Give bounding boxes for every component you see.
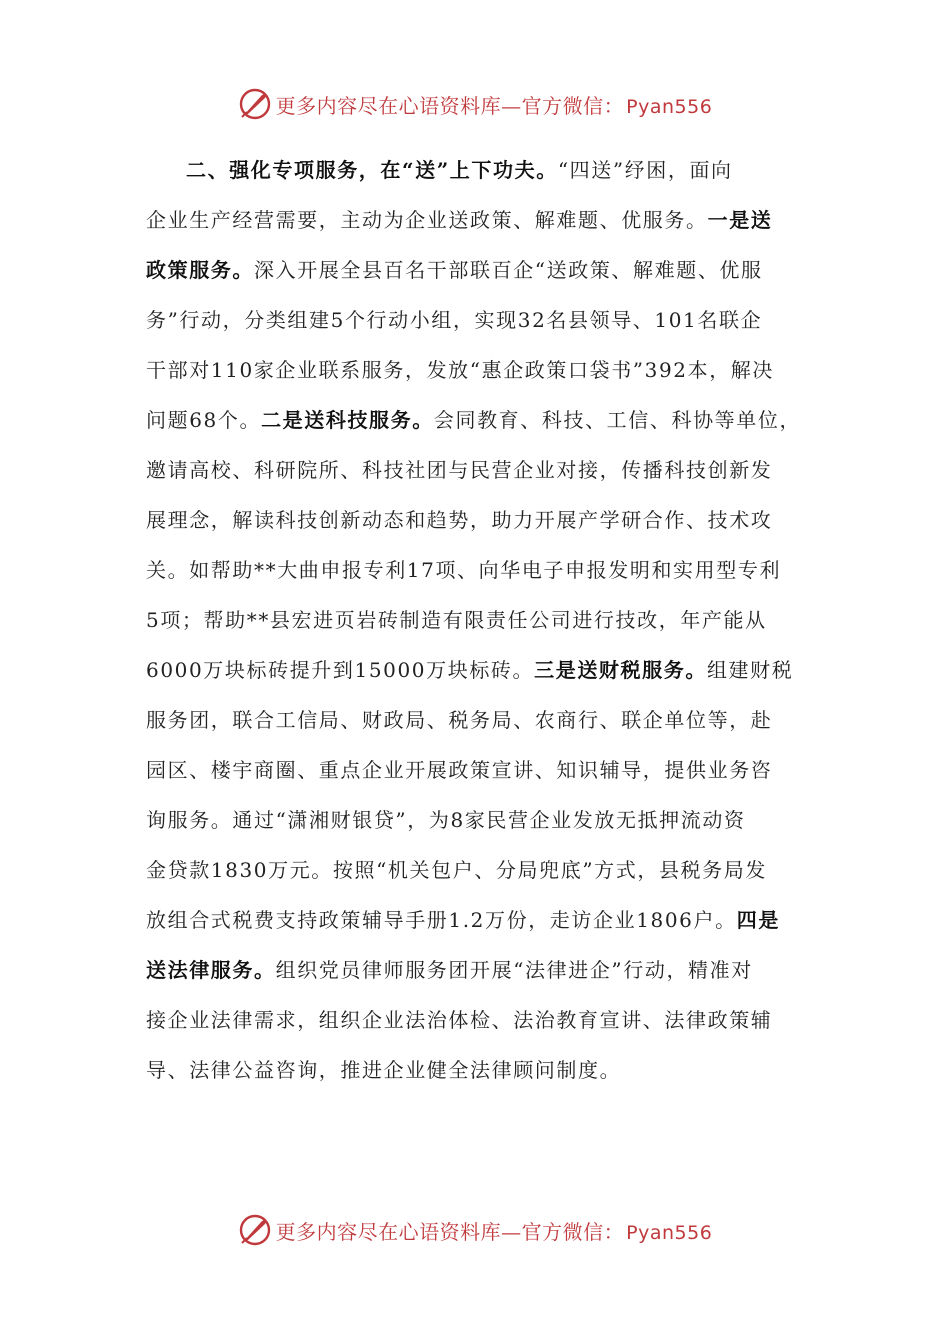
quill-logo-icon [238,1213,272,1247]
bold-heading-segment: 二、强化专项服务，在“送”上下功夫。 [186,158,558,182]
text-segment: 园区、楼宇商圈、重点企业开展政策宣讲、知识辅导，提供业务咨 [146,758,773,782]
bold-heading-segment: 送法律服务。 [146,958,276,982]
watermark-main: 更多内容尽在心语资料库 [275,1219,502,1244]
text-segment: 问题68个。 [146,408,262,432]
watermark-main: 更多内容尽在心语资料库 [275,93,502,118]
text-line [146,895,812,945]
text-segment: 会同教育、科技、工信、科协等单位， [433,408,802,432]
text-line [146,295,812,345]
text-line [146,795,812,845]
text-segment: 务”行动，分类组建5个行动小组，实现32名县领导、101名联企 [146,308,763,332]
text-segment: 询服务。通过“潇湘财银贷”，为8家民营企业发放无抵押流动资 [146,808,746,832]
text-line [146,595,812,645]
text-segment: 放组合式税费支持政策辅导手册1.2万份，走访企业1806户。 [146,908,737,932]
text-line [146,145,812,195]
text-segment: 5项；帮助**县宏进页岩砖制造有限责任公司进行技改，年产能从 [146,608,767,632]
text-segment: 服务团，联合工信局、财政局、税务局、农商行、联企单位等，赴 [146,708,773,732]
watermark-wechat-id: Pyan556 [626,1221,713,1244]
text-line [146,445,812,495]
bold-heading-segment: 三是送财税服务。 [534,658,707,682]
watermark-text [276,1216,713,1245]
article-body [146,145,812,1095]
text-line [146,195,812,245]
watermark-footer [0,1210,950,1250]
text-segment: 关。如帮助**大曲申报专利17项、向华电子申报发明和实用型专利 [146,558,782,582]
text-line [146,545,812,595]
bold-heading-segment: 二是送科技服务。 [261,408,434,432]
text-segment: 6000万块标砖提升到15000万块标砖。 [146,658,535,682]
watermark-wechat-id: Pyan556 [626,95,713,118]
text-line [146,345,812,395]
text-segment: 组织党员律师服务团开展“法律进企”行动，精准对 [275,958,753,982]
text-line [146,695,812,745]
watermark-header [0,84,950,124]
text-line [146,995,812,1045]
text-segment: 企业生产经营需要，主动为企业送政策、解难题、优服务。 [146,208,708,232]
text-segment: 导、法律公益咨询，推进企业健全法律顾问制度。 [146,1058,622,1082]
text-line [146,245,812,295]
watermark-dash: — [501,93,522,118]
watermark-label: 官方微信： [521,1219,625,1244]
bold-heading-segment: 四是 [736,908,780,932]
text-segment: 组建财税 [706,658,794,682]
text-segment: 邀请高校、科研院所、科技社团与民营企业对接，传播科技创新发 [146,458,773,482]
text-segment: 展理念，解读科技创新动态和趋势，助力开展产学研合作、技术攻 [146,508,773,532]
text-line [146,495,812,545]
text-segment: 干部对110家企业联系服务，发放“惠企政策口袋书”392本，解决 [146,358,774,382]
text-segment: “四送”纾困，面向 [557,158,733,182]
text-segment: 金贷款1830万元。按照“机关包户、分局兜底”方式，县税务局发 [146,858,767,882]
text-segment: 接企业法律需求，组织企业法治体检、法治教育宣讲、法律政策辅 [146,1008,773,1032]
text-line [146,395,812,445]
text-line [146,945,812,995]
watermark-text [276,90,713,119]
bold-heading-segment: 一是送 [707,208,773,232]
text-line [146,1045,812,1095]
bold-heading-segment: 政策服务。 [146,258,254,282]
text-line [146,645,812,695]
watermark-label: 官方微信： [521,93,625,118]
quill-logo-icon [238,87,272,121]
text-line [146,745,812,795]
text-segment: 深入开展全县百名干部联百企“送政策、解难题、优服 [254,258,763,282]
watermark-dash: — [501,1219,522,1244]
text-line [146,845,812,895]
